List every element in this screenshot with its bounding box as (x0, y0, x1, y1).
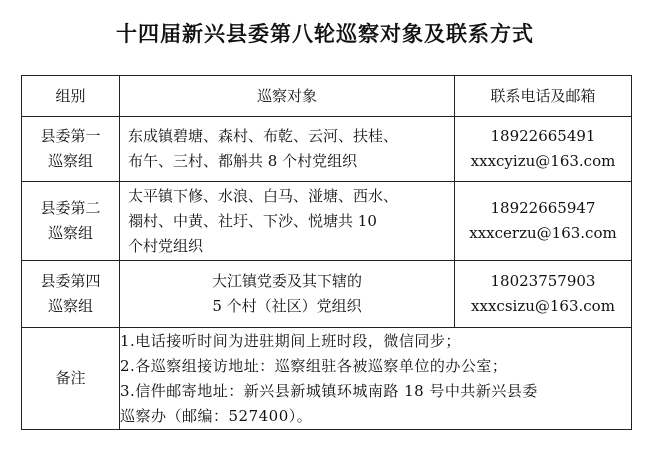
target-line: 禤村、中黄、社圩、下沙、悦塘共 10 (128, 211, 377, 230)
email-address: xxxcyizu@163.com (470, 152, 616, 170)
remark-line: 2.各巡察组接访地址：巡察组驻各被巡察单位的办公室； (120, 356, 508, 375)
target-cell (120, 182, 455, 261)
email-address: xxxcsizu@163.com (471, 297, 615, 315)
inspection-table (21, 75, 632, 430)
contact-cell (455, 117, 632, 182)
group-cell (22, 261, 120, 328)
target-line: 个村党组织 (128, 236, 204, 255)
phone-number: 18922665947 (490, 199, 596, 217)
remarks-content (120, 328, 632, 430)
table-row (22, 261, 632, 328)
target-cell (120, 117, 455, 182)
remark-line: 巡察办（邮编：527400）。 (120, 406, 313, 425)
target-line: 东成镇碧塘、森村、布乾、云河、扶桂、 (128, 127, 399, 145)
phone-number: 18922665491 (490, 127, 596, 145)
target-cell (120, 261, 455, 328)
target-line: 太平镇下修、水浪、白马、湴塘、西水、 (128, 186, 399, 205)
target-line: 大江镇党委及其下辖的 (211, 272, 362, 290)
group-name-line: 县委第四 (40, 272, 101, 290)
remarks-row (22, 328, 632, 430)
group-name-line: 县委第二 (40, 199, 101, 217)
remark-line: 3.信件邮寄地址：新兴县新城镇环城南路 18 号中共新兴县委 (120, 381, 538, 400)
table-header-row (22, 76, 632, 117)
header-contact: 联系电话及邮箱 (455, 76, 632, 117)
phone-number: 18023757903 (490, 272, 596, 290)
remark-line: 1.电话接听时间为进驻期间上班时段，微信同步； (120, 331, 461, 350)
group-name-line: 巡察组 (47, 224, 93, 242)
group-name-line: 巡察组 (47, 297, 93, 315)
target-line: 5 个村（社区）党组织 (212, 297, 362, 315)
table-row (22, 182, 632, 261)
contact-cell (455, 182, 632, 261)
contact-cell (455, 261, 632, 328)
page-title: 十四届新兴县委第八轮巡察对象及联系方式 (116, 22, 534, 46)
group-cell (22, 182, 120, 261)
remarks-label: 备注 (22, 328, 120, 430)
group-cell (22, 117, 120, 182)
email-address: xxxcerzu@163.com (469, 224, 617, 242)
group-name-line: 巡察组 (47, 152, 93, 170)
group-name-line: 县委第一 (40, 127, 101, 145)
header-target: 巡察对象 (120, 76, 455, 117)
target-line: 布午、三村、都斛共 8 个村党组织 (128, 152, 358, 170)
table-row (22, 117, 632, 182)
header-group: 组别 (22, 76, 120, 117)
